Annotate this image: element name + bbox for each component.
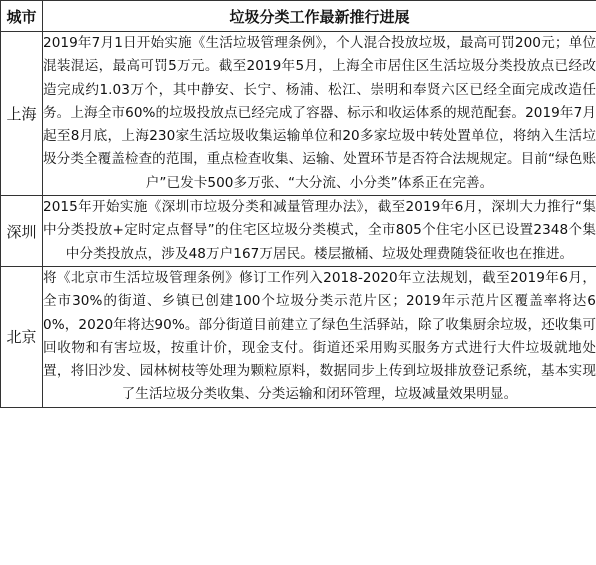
table-header-row (1, 1, 596, 32)
table-row-shenzhen (1, 196, 596, 267)
city-name: 深圳 (1, 196, 43, 267)
city-name: 上海 (1, 32, 43, 196)
column-header-progress: 垃圾分类工作最新推行进展 (43, 1, 596, 32)
progress-text: 2019年7月1日开始实施《生活垃圾管理条例》，个人混合投放垃圾，最高可罚200元；单位混装混运，最高可罚5万元。截至2019年5月，上海全市居住区生活垃圾分类投放点已经改造完成约1.03万个，其中静安、长宁、杨浦、松江、崇明和奉贤六区已经全面完成改造任务。上海全市60%的垃圾投放点已经完成了容器、标示和收运体系的规范配套。2019年7月起至8月底，上海230家生活垃圾收集运输单位和20多家垃圾中转处置单位，将纳入生活垃圾分类全覆盖检查的范围，重点检查收集、运输、处置环节是否符合法规规定。目前“绿色账户”已发卡500多万张、“大分流、小分类”体系正在完善。 (43, 32, 596, 196)
table-row-shanghai (1, 32, 596, 196)
progress-text: 将《北京市生活垃圾管理条例》修订工作列入2018-2020年立法规划，截至2019年6月，全市30%的街道、乡镇已创建100个垃圾分类示范片区；2019年示范片区覆盖率将达60%，2020年将达90%。部分街道目前建立了绿色生活驿站，除了收集厨余垃圾，还收集可回收物和有害垃圾，按重计价，现金支付。街道还采用购买服务方式进行大件垃圾就地处置，将旧沙发、园林树枝等处理为颗粒原料，数据同步上传到垃圾排放登记系统，基本实现了生活垃圾分类收集、分类运输和闭环管理，垃圾减量效果明显。 (43, 266, 596, 407)
table-row-beijing (1, 266, 596, 407)
city-name: 北京 (1, 266, 43, 407)
column-header-city: 城市 (1, 1, 43, 32)
progress-text: 2015年开始实施《深圳市垃圾分类和减量管理办法》，截至2019年6月，深圳大力推行“集中分类投放+定时定点督导”的住宅区垃圾分类模式，全市805个住宅小区已设置2348个集中分类投放点，涉及48万户167万居民。楼层撤桶、垃圾处理费随袋征收也在推进。 (43, 196, 596, 267)
